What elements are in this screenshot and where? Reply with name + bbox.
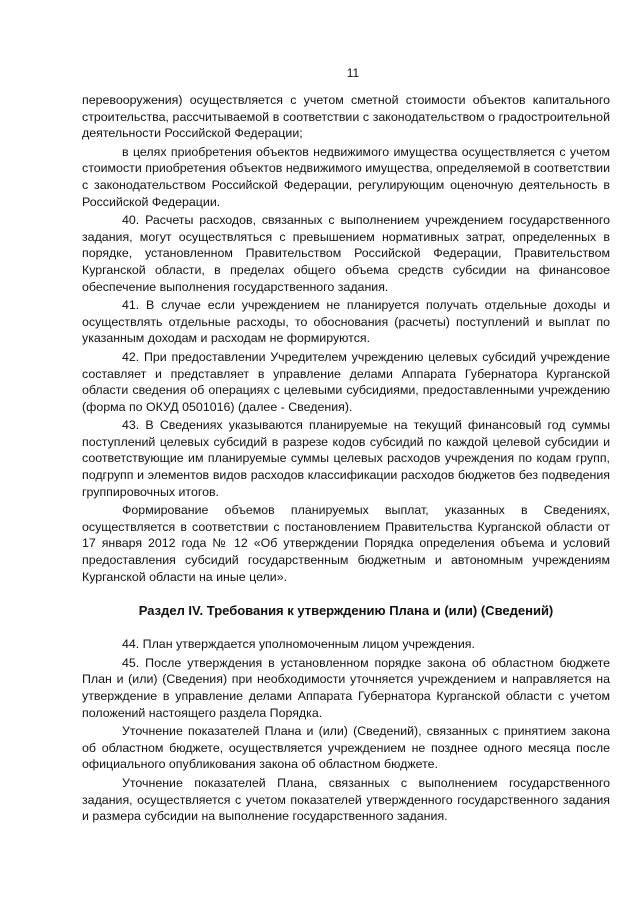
paragraph-clarification-budget: Уточнение показателей Плана и (или) (Сведений), связанных с принятием закона об областном бюджете, осуществляется учреждением не позднее одного месяца после официального опубликования закона об областном бюджете.: [82, 724, 610, 772]
paragraph-41: 41. В случае если учреждением не планируется получать отдельные доходы и осуществлять отдельные расходы, то обоснования (расчеты) поступлений и выплат по указанным доходам и расходам не формируются.: [82, 298, 610, 346]
paragraph-42: 42. При предоставлении Учредителем учреждению целевых субсидий учреждение составляет и представляет в управление делами Аппарата Губернатора Курганской области сведения об операциях с целевыми субсидиями, предоставленными учреждению (форма по ОКУД 0501016) (далее - Сведения).: [82, 349, 610, 414]
paragraph-40: 40. Расчеты расходов, связанных с выполнением учреждением государственного задания, могут осуществляться с превышением нормативных затрат, определенных в порядке, установленном Правительством Российской Федерации, Правительством Курганской области, в пределах общего объема средств субсидии на финансовое обеспечение выполнения государственного задания.: [82, 213, 610, 294]
paragraph-formation: Формирование объемов планируемых выплат, указанных в Сведениях, осуществляется в соответствии с постановлением Правительства Курганской области от 17 января 2012 года № 12 «Об утверждении Порядка определения объема и условий предоставления субсидий государственным бюджетным и автономным учреждениям Курганской области на иные цели».: [82, 503, 610, 584]
paragraph-clarification-task: Уточнение показателей Плана, связанных с выполнением государственного задания, осуществляется с учетом показателей утвержденного государственного задания и размера субсидии на выполнение государственного задания.: [82, 775, 610, 824]
paragraph-acquisition: в целях приобретения объектов недвижимого имущества осуществляется с учетом стоимости приобретения объектов недвижимого имущества, определяемой в соответствии с законодательством Российской Федерации, регулирующим оценочную деятельность в Российской Федерации.: [82, 144, 610, 209]
paragraph-43: 43. В Сведениях указываются планируемые на текущий финансовый год суммы поступлений целевых субсидий в разрезе кодов субсидий по каждой целевой субсидии и соответствующие им планируемые суммы целевых расходов учреждения по кодам групп, подгрупп и элементов видов расходов классификации расходов бюджетов без подведения группировочных итогов.: [82, 418, 610, 499]
section-heading: Раздел IV. Требования к утверждению Плана и (или) (Сведений): [138, 603, 554, 619]
paragraph-45: 45. После утверждения в установленном порядке закона об областном бюджете План и (или) (Сведения) при необходимости уточняется учреждением и направляется на утверждение в управление делами Аппарата Губернатора Курганской области с учетом положений настоящего раздела Порядка.: [82, 655, 610, 720]
paragraph-continuation: перевооружения) осуществляется с учетом сметной стоимости объектов капитального строительства, рассчитываемой в соответствии с законодательством о градостроительной деятельности Российской Федерации;: [82, 93, 610, 141]
paragraph-44: 44. План утверждается уполномоченным лицом учреждения.: [122, 637, 475, 652]
page-number: 11: [346, 66, 360, 80]
document-page: [82, 66, 610, 827]
